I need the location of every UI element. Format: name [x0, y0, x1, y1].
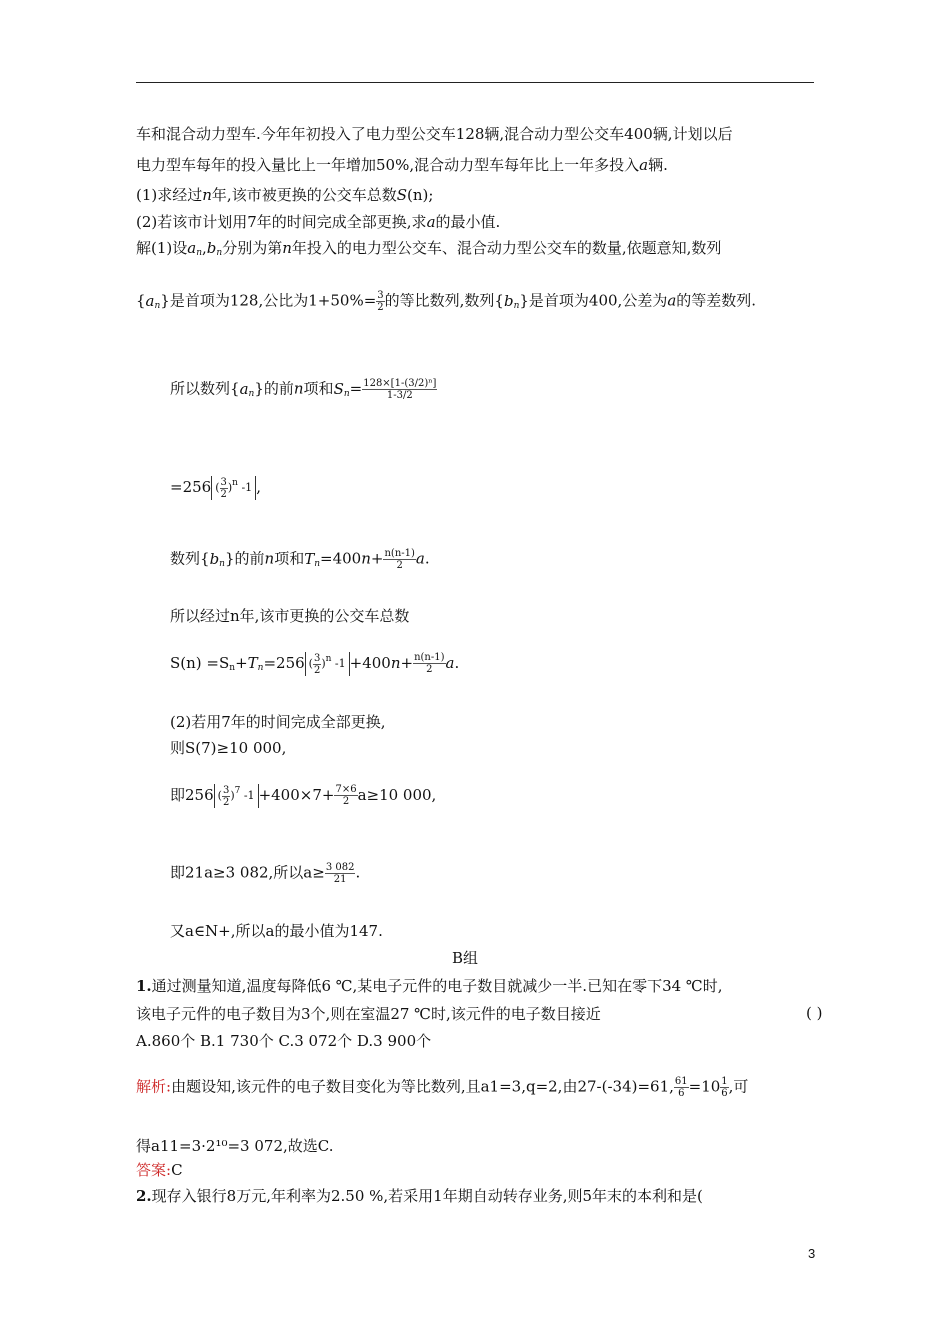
answer-paren: ( ) [806, 1004, 823, 1022]
group-heading: B组 [452, 949, 479, 967]
fraction-sn: $\frac{\text{128×[1-(3/2)ⁿ]}}{1-3/2}$ [363, 378, 437, 401]
fraction-1-6: $\frac{1}{6}$ [721, 1076, 728, 1099]
solution-line: 解(1)设$a_n,b_n$分别为第n年投入的电力型公交车、混合动力型公交车的数量,依题意知,数列 [136, 239, 722, 258]
fraction-3-2: $\frac{3}{2}$ [377, 290, 384, 313]
solution-line: 则S(7)≥10 000, [170, 739, 287, 757]
solution-line: 数列$\{b_n\}$的前n项和$T_n=400n+$ $\frac{n(n-1)}{2}$ a. [170, 548, 430, 571]
problem-1-cont: 该电子元件的电子数目为3个,则在室温27 ℃时,该元件的电子数目接近 [136, 1005, 601, 1023]
problem-1-options: A.860个 B.1 730个 C.3 072个 D.3 900个 [136, 1032, 432, 1050]
analysis-line: 解析:由题设知,该元件的电子数目变化为等比数列,且a1=3,q=2,由27-(-34)=61, $\frac{61}{6}$ =10 $\frac{1}{6}$ ,可 [136, 1076, 749, 1099]
solution-line: $S(n) =S_n+T_n=256$ ( $\frac{3}{2}$ )$^n$ -1 +400n+ $\frac{n(n-1)}{2}$ a. [170, 652, 460, 676]
fraction-3082-21: $\frac{3 082}{21}$ [325, 862, 355, 885]
header-rule [136, 82, 814, 83]
bracket-expression: ( $\frac{3}{2}$ )$^7$ -1 [214, 784, 259, 808]
solution-line: =256 ( $\frac{3}{2}$ )$^n$ -1 , [170, 476, 261, 500]
answer-line: 答案:C [136, 1161, 183, 1179]
bracket-expression: ( $\frac{3}{2}$ )$^n$ -1 [305, 652, 350, 676]
page-number: 3 [808, 1246, 816, 1261]
solution-line: 所以经过n年,该市更换的公交车总数 [170, 607, 410, 625]
question-2: (2)若该市计划用7年的时间完成全部更换,求a的最小值. [136, 213, 501, 231]
problem-1: 1.通过测量知道,温度每降低6 ℃,某电子元件的电子数目就减少一半.已知在零下34 ℃时, [136, 977, 723, 995]
question-1: (1)求经过n年,该市被更换的公交车总数S(n); [136, 186, 434, 204]
text-line: 电力型车每年的投入量比上一年增加50%,混合动力型车每年比上一年多投入a辆. [136, 156, 668, 174]
bracket-expression: ( $\frac{3}{2}$ )$^n$ -1 [211, 476, 256, 500]
solution-line: (2)若用7年的时间完成全部更换, [170, 713, 386, 731]
solution-line: $\{a_n\}$是首项为128,公比为1+50%= $\frac{3}{2}$ 的等比数列,数列$\{b_n\}$是首项为400,公差为a的等差数列. [136, 290, 757, 313]
fraction-7x6: $\frac{7\times 6}{2}$ [335, 784, 357, 808]
fraction-nn1: $\frac{n(n-1)}{2}$ [384, 548, 415, 571]
problem-2: 2.现存入银行8万元,年利率为2.50 %,若采用1年期自动转存业务,则5年末的本利和是( [136, 1187, 703, 1205]
fraction-61-6: $\frac{61}{6}$ [674, 1076, 688, 1099]
solution-line: 即21a≥3 082,所以a≥ $\frac{3 082}{21}$ . [170, 862, 361, 885]
solution-line: 即256 ( $\frac{3}{2}$ )$^7$ -1 +400×7+ $\frac{7\times 6}{2}$ a≥10 000, [170, 784, 437, 808]
solution-line: 所以数列$\{a_n\}$的前n项和$S_n=$ $\frac{\text{128×[1-(3/2)ⁿ]}}{1-3/2}$ [170, 378, 437, 401]
solution-line: 又a∈N+,所以a的最小值为147. [170, 922, 383, 940]
text-line: 车和混合动力型车.今年年初投入了电力型公交车128辆,混合动力型公交车400辆,计划以后 [136, 125, 733, 143]
analysis-line: 得a11=3·2¹⁰=3 072,故选C. [136, 1137, 334, 1155]
